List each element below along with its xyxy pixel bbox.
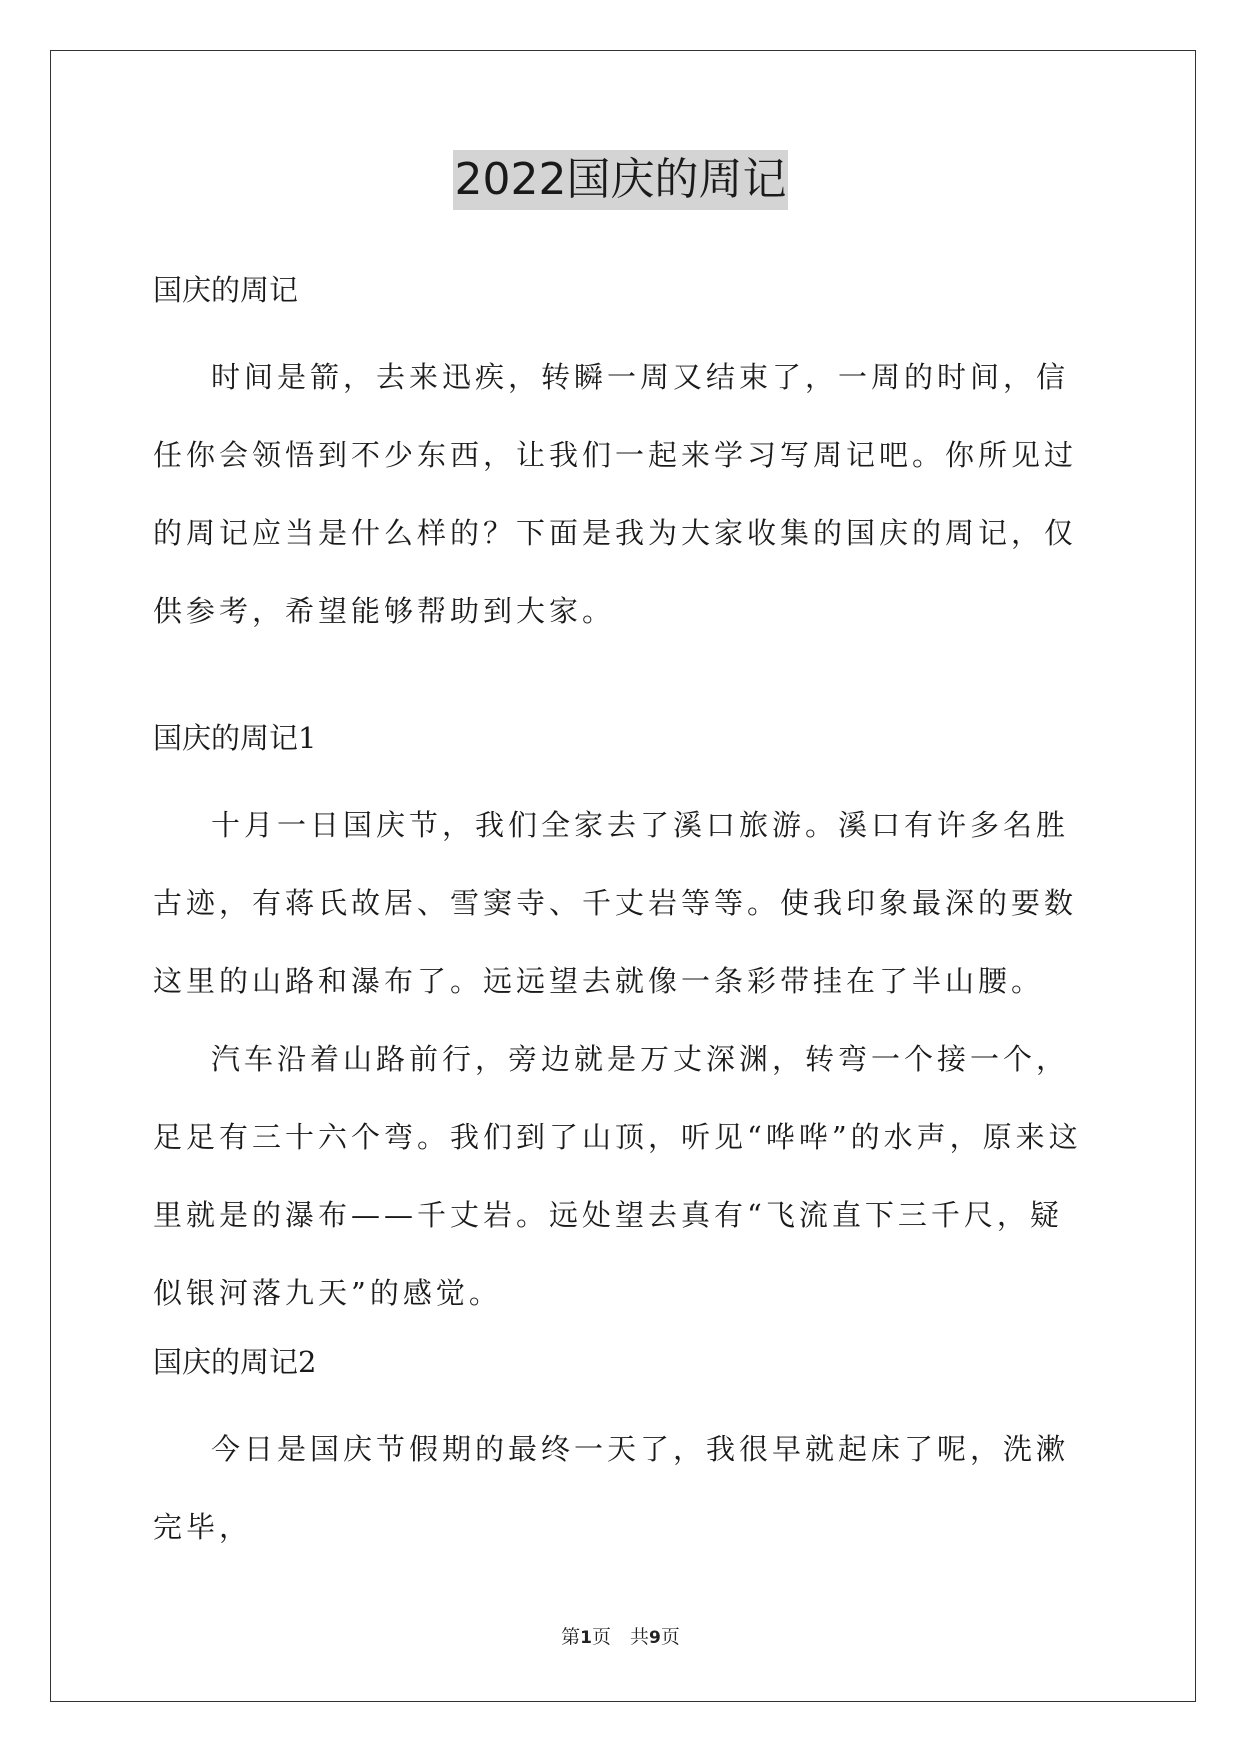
page-current: 1 [580, 1628, 592, 1648]
section-heading-2: 国庆的周记2 [153, 1345, 317, 1379]
page-mid: 页 共 [591, 1626, 649, 1648]
section-heading-1: 国庆的周记1 [153, 721, 317, 755]
document-title-text: 2022国庆的周记 [453, 150, 789, 210]
section-1-paragraph-2: 汽车沿着山路前行，旁边就是万丈深渊，转弯一个接一个，足足有三十六个弯。我们到了山顶，听见“哗哗”的水声，原来这里就是的瀑布——千丈岩。远处望去真有“飞流直下三千尺，疑似银河落九天”的感觉。 [153, 1042, 1082, 1310]
section-2-paragraph-1: 今日是国庆节假期的最终一天了，我很早就起床了呢，洗漱完毕， [153, 1432, 1070, 1544]
page-prefix: 第 [561, 1626, 581, 1648]
intro-heading: 国庆的周记 [153, 273, 299, 307]
document-body [153, 260, 1093, 1566]
page-number-footer [0, 1625, 1241, 1650]
document-title [0, 150, 1241, 210]
section-1-paragraph-1: 十月一日国庆节，我们全家去了溪口旅游。溪口有许多名胜古迹，有蒋氏故居、雪窦寺、千丈岩等等。使我印象最深的要数这里的山路和瀑布了。远远望去就像一条彩带挂在了半山腰。 [153, 808, 1078, 998]
section-gap [153, 650, 1093, 708]
page-suffix: 页 [660, 1626, 680, 1648]
intro-paragraph: 时间是箭，去来迅疾，转瞬一周又结束了，一周的时间，信任你会领悟到不少东西，让我们一起来学习写周记吧。你所见过的周记应当是什么样的？下面是我为大家收集的国庆的周记，仅供参考，希望能够帮助到大家。 [153, 360, 1078, 628]
page-total: 9 [649, 1628, 661, 1648]
